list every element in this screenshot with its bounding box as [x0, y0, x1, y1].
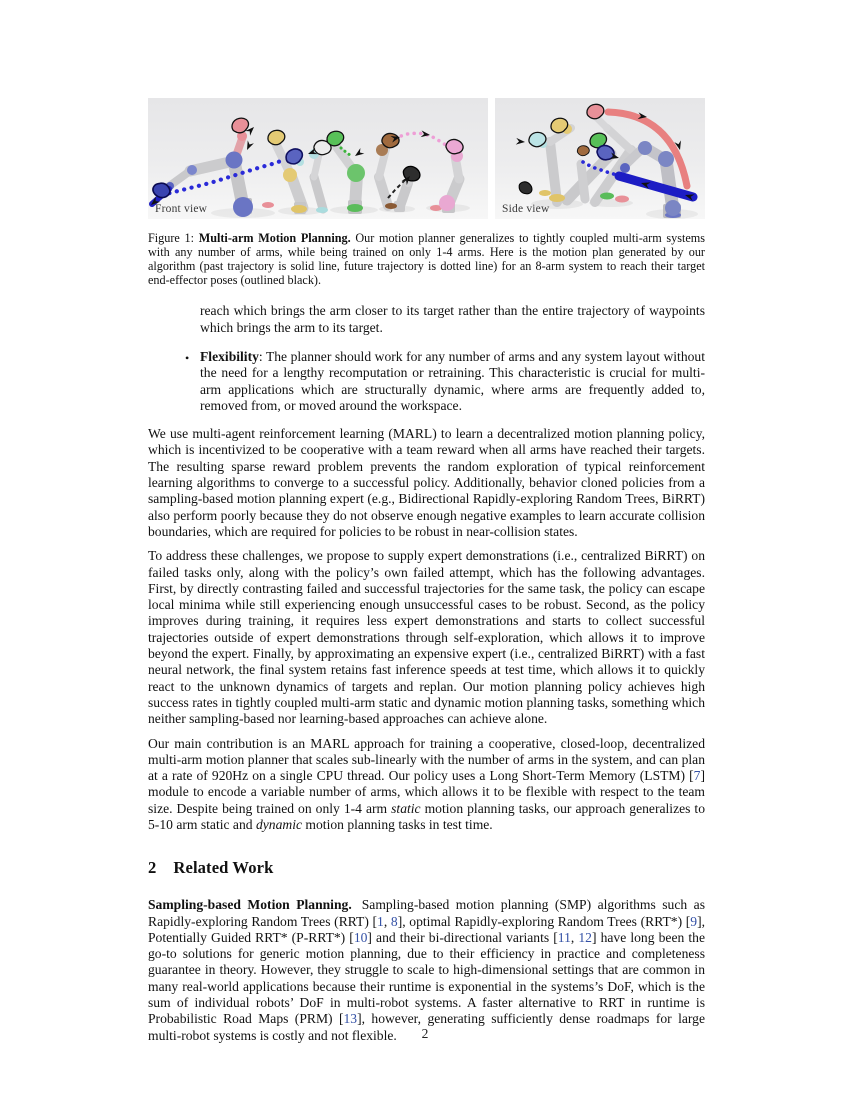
citation-link[interactable]: 7 [693, 768, 701, 784]
side-view-label: Side view [502, 203, 550, 215]
text-segment: , [383, 913, 391, 929]
text-segment: static [391, 800, 421, 816]
text-segment: ] and their bi-directional variants [ [367, 929, 558, 945]
citation-link[interactable]: 13 [343, 1011, 358, 1027]
bullet-icon: • [185, 350, 190, 365]
citation-link[interactable]: 1 [377, 913, 384, 929]
text-segment: Flexibility [200, 348, 259, 364]
text-segment: Sampling-based motion planning (SMP) algorithms such as Rapidly-exploring Random Trees (RRT) [ [148, 897, 705, 929]
front-view-label: Front view [155, 203, 208, 215]
figure-caption [148, 231, 705, 287]
text-segment: Figure 1: [148, 231, 199, 245]
paragraph-marl: We use multi-agent reinforcement learning (MARL) to learn a decentralized motion planning policy, which is incentivized to be cooperative with a team reward when all arms have reached their targets. The resulting sparse reward problem prevents the random exploration of typical reinforcement learning algorithms to converge to a successful policy. Additionally, behavior cloned policies from a sampling-based motion planning expert (e.g., Bidirectional Rapidly-exploring Random Trees, BiRRT) also perform poorly because they do not observe enough negative examples to learn accurate collision boundaries, which are required for policies to be robust in near-collision states. [148, 426, 705, 539]
citation-link[interactable]: 10 [353, 929, 368, 945]
section-number: 2 [148, 858, 157, 878]
text-segment: motion planning tasks, our approach generalizes to 5-10 arm static and [148, 800, 706, 832]
text-segment: dynamic [255, 816, 303, 832]
text-segment: Our motion planner generalizes to tightly coupled multi-arm systems with any number of arms, while being trained on only 1-4 arms. Here is the motion plan generated by our algorithm (past trajectory is solid line, future trajectory is dotted line) for an 8-arm system to reach their target end-effector poses (outlined black). [148, 231, 705, 288]
citation-link[interactable]: 11 [557, 929, 571, 945]
text-segment: ], optimal Rapidly-exploring Random Trees (RRT*) [ [397, 913, 691, 929]
figure-front-view-image [148, 98, 488, 219]
front-view-illustration [148, 98, 488, 219]
figure-1 [148, 98, 705, 219]
text-segment: Our main contribution is an MARL approach for training a cooperative, closed-loop, decentralized multi-arm motion planner that scales sub-linearly with the number of arms in the system, and can plan at a rate of 920Hz on a single CPU thread. Our policy uses a Long Short-Term Memory (LSTM) [ [148, 735, 705, 784]
text-segment: ], Potentially Guided RRT* (P-RRT*) [ [148, 913, 706, 945]
citation-link[interactable]: 12 [578, 929, 592, 945]
citation-link[interactable]: 8 [390, 913, 398, 929]
section-title: Related Work [173, 858, 274, 878]
paragraph-challenges: To address these challenges, we propose to supply expert demonstrations (i.e., centralized BiRRT) on failed tasks only, along with the policy’s own failed attempt, which has the following advantages. First, by directly contrasting failed and successful trajectories for the same task, the policy can escape local minima while still experiencing enough unsuccessful cases to be robust. Second, as the policy improves during training, it requires less expert demonstrations and starts to collect successful trajectories outside of expert demonstrations through self-exploration, which allows it to improve beyond the expert. Finally, by approximating an expensive expert (i.e., centralized BiRRT) with a fast neural network, the final system retains fast inference speeds at test time, which allows it to quickly react to the unknown dynamics of targets and replan. Our motion planning policy achieves high success rates in tightly coupled multi-arm static and dynamic motion planning tasks, something which neither sampling-based nor learning-based approaches can achieve alone. [148, 548, 705, 727]
text-segment: ], however, generating sufficiently dense roadmaps for large multi-robot systems is costly and not flexible. [148, 1011, 705, 1043]
text-segment: , [570, 929, 579, 945]
figure-side-view-image [495, 98, 705, 219]
citation-link[interactable]: 9 [690, 913, 698, 929]
text-segment: Multi-arm Motion Planning. [198, 231, 351, 245]
bullet-item-text [200, 349, 705, 413]
paragraph-contribution [148, 736, 705, 834]
text-segment: ] module to encode a variable number of arms, which allows it to be flexible with respect to the team size. Despite being trained on only 1-4 arm [148, 768, 705, 816]
text-segment: motion planning tasks in test time. [302, 816, 493, 832]
page-number: 2 [421, 1026, 429, 1041]
paragraph-sampling-based [148, 897, 705, 1044]
side-view-illustration [495, 98, 705, 219]
text-segment: : The planner should work for any number of arms and any system layout without the need for a lengthy recomputation or retraining. This characteristic is crucial for multi-arm applications which are structurally dynamic, where arms are frequently added to, removed from, or moved around the workspace. [200, 348, 705, 413]
bullet-item-flexibility [185, 348, 705, 414]
bullet-continuation-text: reach which brings the arm closer to its target rather than the entire trajectory of waypoints which brings the arm to its target. [200, 303, 705, 335]
text-segment: Sampling-based Motion Planning. [148, 897, 352, 913]
text-segment: ] have long been the go-to solutions for generic motion planning, due to their efficiency in practice and completeness guarantee in theory. However, they struggle to scale to high-dimensional settings that are common in many real-world applications because their runtime is exponential in the systems’s DoF, which is the sum of individual robots’ DoF in multi-robot systems. A faster alternative to RRT in runtime is Probabilistic Road Maps (PRM) [ [148, 929, 705, 1027]
paper-content [148, 98, 705, 1044]
section-heading-related-work [148, 858, 705, 878]
